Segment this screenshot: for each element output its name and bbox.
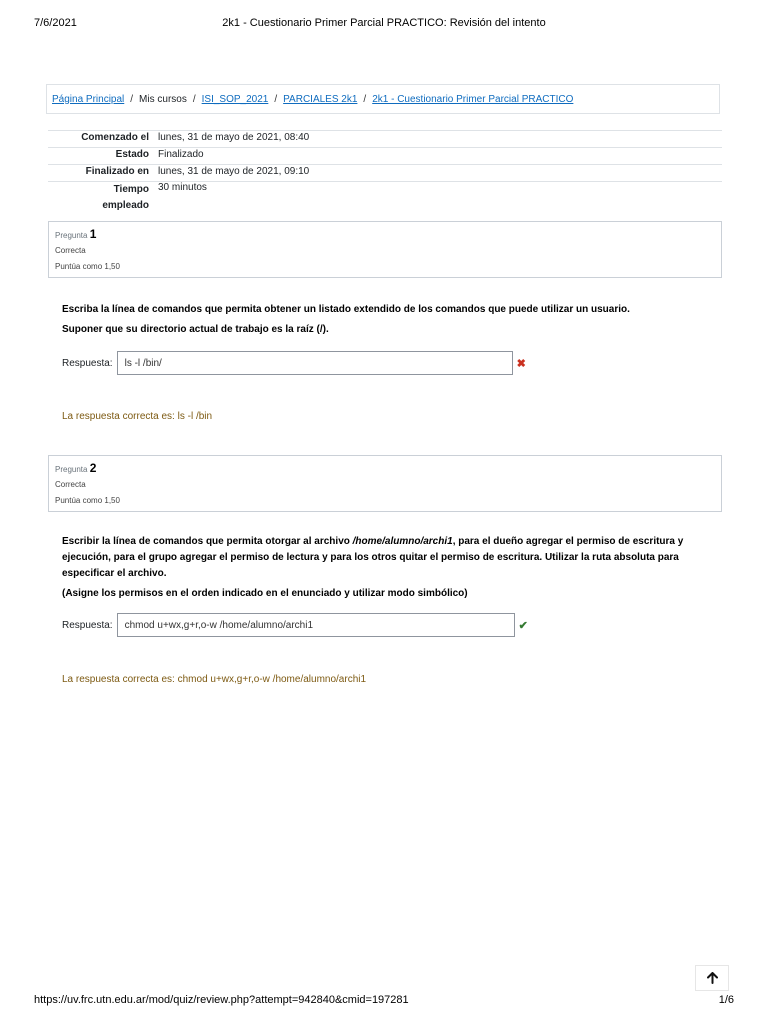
question-2-answer-row [62,613,528,637]
answer-label: Respuesta: [62,357,113,369]
question-grade: Puntúa como 1,50 [55,496,120,505]
question-text-line: (Asigne los permisos en el orden indicado en el enunciado y utilizar modo simbólico) [62,588,468,599]
question-grade: Puntúa como 1,50 [55,262,120,271]
breadcrumb-separator: / [130,93,134,105]
question-1-correct-answer: La respuesta correcta es: ls -l /bin [62,411,213,422]
print-date: 7/6/2021 [34,17,77,29]
back-to-top-button[interactable] [695,965,729,991]
print-page-number: 1/6 [718,994,734,1006]
started-label: Comenzado el [48,131,154,148]
file-path: /home/alumno/archi1 [352,536,453,547]
state-label: Estado [48,148,154,165]
breadcrumb-separator: / [274,93,278,105]
breadcrumb-quiz-link[interactable]: 2k1 - Cuestionario Primer Parcial PRACTICO [372,93,574,105]
attempt-summary-table [48,130,722,214]
question-number: 1 [89,227,97,241]
breadcrumb-course-link[interactable]: ISI_SOP_2021 [201,93,269,105]
breadcrumb-separator: / [363,93,367,105]
question-text-line: Escribir la línea de comandos que permita otorgar al archivo /home/alumno/archi1, para el dueño agregar el permiso de escritura y [62,536,684,547]
question-label: Pregunta [55,465,88,474]
question-1-text [62,302,630,338]
finished-value: lunes, 31 de mayo de 2021, 09:10 [154,165,722,182]
time-taken-value: 30 minutos [154,182,722,215]
question-2-correct-answer: La respuesta correcta es: chmod u+wx,g+r,o-w /home/alumno/archi1 [62,674,367,685]
question-text-line: especificar el archivo. [62,568,167,579]
finished-label: Finalizado en [48,165,154,182]
question-state: Correcta [55,246,86,255]
breadcrumb-my-courses: Mis cursos [139,93,187,105]
breadcrumb-home-link[interactable]: Página Principal [52,93,125,105]
question-state: Correcta [55,480,86,489]
question-text-line: Suponer que su directorio actual de trabajo es la raíz (/). [62,324,329,335]
times-icon: ✖ [516,357,526,370]
question-label: Pregunta [55,231,88,240]
print-title: 2k1 - Cuestionario Primer Parcial PRACTICO: Revisión del intento [222,17,546,29]
answer-input[interactable]: ls -l /bin/ [117,351,513,375]
question-number: 2 [89,461,97,475]
breadcrumb-section-link[interactable]: PARCIALES 2k1 [283,93,358,105]
print-url: https://uv.frc.utn.edu.ar/mod/quiz/review.php?attempt=942840&cmid=197281 [34,994,409,1006]
arrow-up-icon [707,972,718,984]
state-value: Finalizado [154,148,722,165]
question-1-info [48,221,722,278]
check-icon: ✔ [518,619,528,632]
started-value: lunes, 31 de mayo de 2021, 08:40 [154,131,722,148]
answer-input[interactable]: chmod u+wx,g+r,o-w /home/alumno/archi1 [117,613,515,637]
breadcrumb [46,84,720,114]
question-2-info [48,455,722,512]
question-text-line: Escriba la línea de comandos que permita obtener un listado extendido de los comandos que puede utilizar un usuario. [62,304,630,315]
breadcrumb-separator: / [192,93,196,105]
time-taken-label: Tiempo empleado [48,182,154,215]
question-text-line: ejecución, para el grupo agregar el permiso de lectura y para los otros quitar el permiso de escritura. Utilizar la ruta absoluta para [62,552,679,563]
answer-label: Respuesta: [62,619,113,631]
question-1-answer-row [62,351,526,375]
question-2-text [62,534,683,602]
